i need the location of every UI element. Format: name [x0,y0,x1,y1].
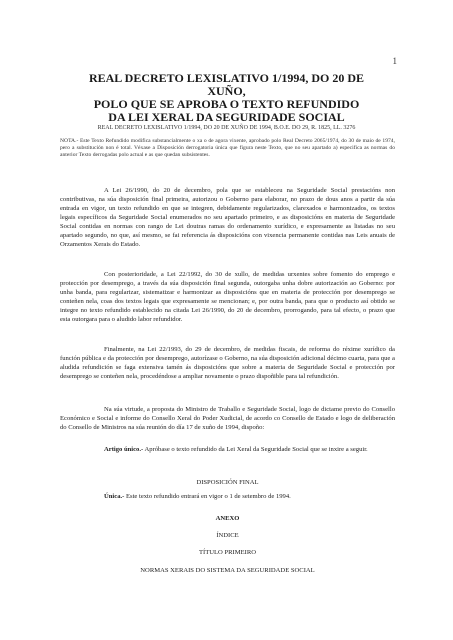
paragraph-text: A Lei 26/1990, do 20 de decembro, pola que se estableceu na Seguridade Social prestacións non contributivas, na súa disposición final primeira, autorizou o Goberno para elaborar, no prazo de dous anos a partir da súa entrada en vigor, un texto refundido en que se integren, debidamente regularizados, clarexados e harmonizados, os textos legais específicos da Seguridade Social enumerados no seu apartado primeiro, e as disposicións en materia de Seguridade Social contidas en normas con rango de Lei doutras ramas do ordenamento xurídico, e expresamente as listadas no seu apartado segundo, no que, así mesmo, se fai referencia ás disposicións con vixencia permanente contidas nas Leis anuais de Orzamentos Xerais do Estado. [60,187,395,248]
title-line-3: DA LEI XERAL DA SEGURIDADE SOCIAL [108,110,345,124]
disposition-text: Este texto refundido entrará en vigor o 1 de setembro de 1994. [124,493,291,500]
paragraph-lei-22-1992 [60,270,395,324]
paragraph-lei-26-1990 [60,186,395,249]
title-line-2: POLO QUE SE APROBA O TEXTO REFUNDIDO [93,97,360,111]
article-unico [60,445,395,454]
paragraph-enacting-clause [60,405,395,432]
article-text: Apróbase o texto refundido da Lei Xeral da Seguridade Social que se inxire a seguir. [143,446,368,453]
heading-disposicion-final: DISPOSICIÓN FINAL [196,479,259,486]
heading-anexo: ANEXO [215,515,240,522]
editorial-note: NOTA.- Este Texto Refundido modifica substancialmente o xa o de agora vixente, aprobado polo Real Decreto 2065/1974, do 30 de maio de 1974, pero a substitución non é total. Véxase a Disposición derrogatoria única que figura neste Texto, que no seu apartado a) especifica as normas do anterior Texto derrogadas polo actual e as que quedan subsistentes. [60,138,395,158]
paragraph-text: Na súa virtude, a proposta do Ministro de Traballo e Seguridade Social, logo de dictame previo do Consello Económico e Social e informe do Consello Xeral do Poder Xudicial, de acordo co Consello de Estado e logo de deliberación do Consello de Ministros na súa reunión do día 17 de xuño de 1994, dispoño: [60,406,395,431]
heading-normas-xerais: NORMAS XERAIS DO SISTEMA DA SEGURIDADE SOCIAL [140,567,315,574]
article-label: Artigo único.- [104,446,144,453]
title-line-1: REAL DECRETO LEXISLATIVO 1/1994, DO 20 DE XUÑO, [88,71,365,98]
paragraph-text: Con posterioridade, a Lei 22/1992, do 30 de xullo, de medidas urxentes sobre fomento do emprego e protección por desemprego, a través da súa disposición final segunda, outorgaba unha dobre autorización ao Goberno: por unha banda, para regularizar, sistematizar e harmonizar as disposicións que en materia de protección por desemprego se conteñen nela, coas dos textos legais que expresamente se mencionan; e, por outra banda, para que o producto así obtido se integre no texto refundido establecido na citada Lei 26/1990, do 20 de decembro, prorrogando, para tal efecto, o prazo que esta outorgara para o aludido labor refundidor. [60,271,395,323]
heading-indice: ÍNDICE [216,532,239,539]
heading-titulo-primeiro: TÍTULO PRIMEIRO [199,549,256,556]
paragraph-lei-22-1993 [60,345,395,381]
disposition-unica [60,492,395,501]
paragraph-text: Finalmente, na Lei 22/1993, do 29 de decembro, de medidas fiscais, de reforma do réxime xurídico da función pública e da protección por desemprego, autorízase o Goberno, na súa disposición adicional décimo cuarta, para que a aludida refundición se faga extensiva tamén ás disposicións que sobre a materia de Seguridade Social e protección por desemprego se conteñen nela, procedéndose a ampliar novamente o prazo dispoñible para tal refundición. [60,346,395,380]
document-title [70,72,383,124]
document-subheading: REAL DECRETO LEXISLATIVO 1/1994, DO 20 DE XUÑO DE 1994, B.O.E. DO 29, R. 1825, LL. 3276 [97,125,356,131]
page-number: 1 [392,56,397,66]
disposition-label: Única.- [104,493,125,500]
